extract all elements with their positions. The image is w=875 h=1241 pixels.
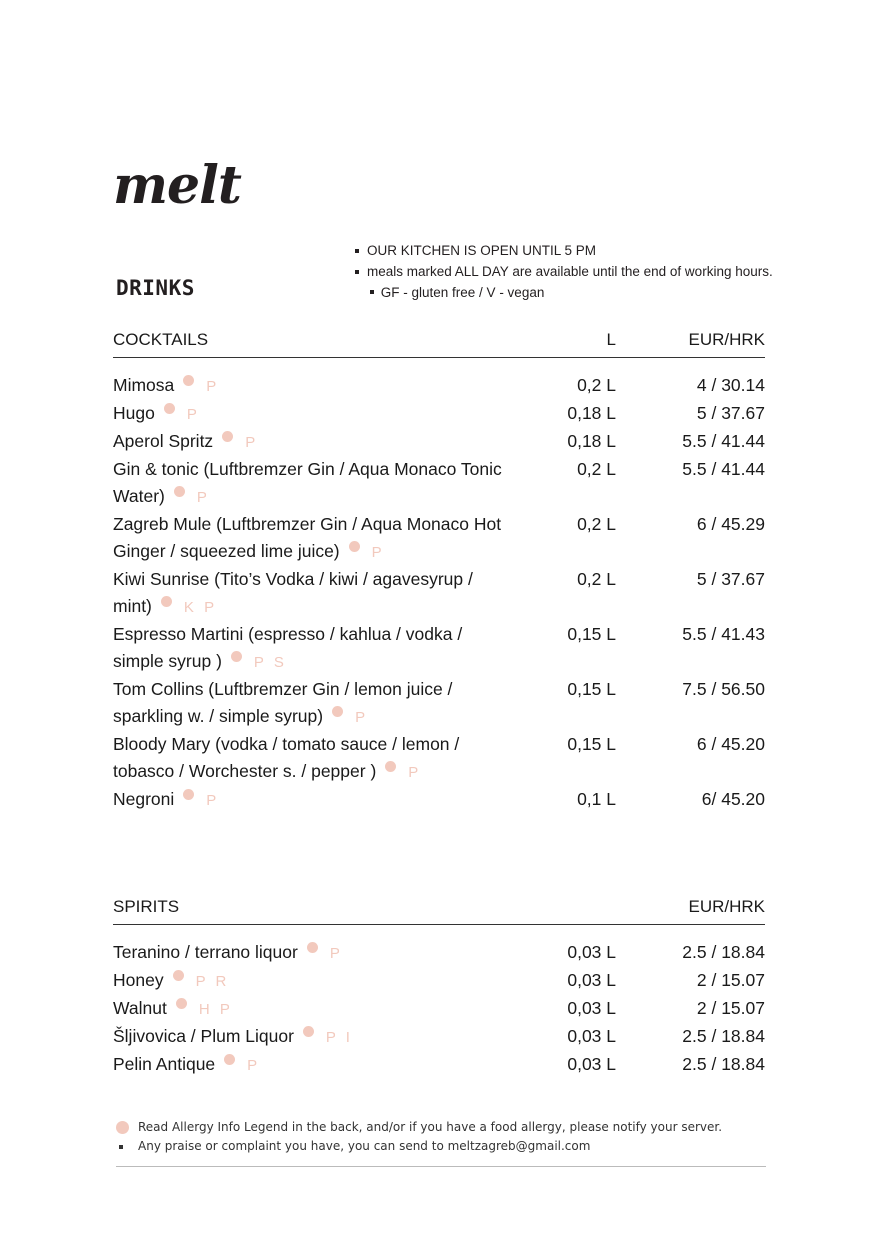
allergen-dot-icon [173, 970, 184, 981]
menu-item-price: 2.5 / 18.84 [682, 942, 765, 962]
menu-item-name-block [113, 995, 513, 1023]
menu-item-name: Teranino / terrano liquor [113, 942, 298, 962]
allergen-dot-icon [385, 761, 396, 772]
menu-item-name: Walnut [113, 998, 167, 1018]
allergen-dot-icon [231, 651, 242, 662]
menu-item-volume: 0,03 L [567, 1026, 616, 1046]
menu-item-name-block [113, 621, 513, 676]
allergen-codes: P [408, 764, 422, 781]
menu-item-name: Aperol Spritz [113, 431, 214, 451]
footer-divider [116, 1166, 766, 1167]
spirits-heading: SPIRITS [113, 897, 180, 916]
spirits-table [113, 897, 765, 1079]
menu-item-name-block [113, 731, 513, 786]
allergen-codes: P S [253, 654, 287, 671]
menu-item-price: 6/ 45.20 [701, 789, 765, 809]
allergen-codes: P I [325, 1029, 353, 1046]
allergen-codes: H P [198, 1001, 233, 1018]
allergen-dot-icon [222, 431, 233, 442]
menu-item-name-block [113, 400, 513, 428]
allergen-codes: P [186, 406, 200, 423]
menu-item-name: Kiwi Sunrise (Tito’s Vodka / kiwi / agavesyrup / mint) [113, 569, 473, 616]
menu-item-price: 2 / 15.07 [696, 998, 765, 1018]
note-kitchen-text: OUR KITCHEN IS OPEN UNTIL 5 PM [367, 243, 597, 258]
menu-item-volume: 0,18 L [567, 403, 616, 423]
menu-item-price: 2.5 / 18.84 [682, 1054, 765, 1074]
menu-item-row [113, 511, 765, 566]
allergen-dot-icon [164, 403, 175, 414]
allergen-codes: P [206, 792, 220, 809]
volume-heading: L [606, 330, 616, 349]
menu-item-name-block [113, 511, 513, 566]
footer-feedback-text: Any praise or complaint you have, you can send to meltzagreb@gmail.com [138, 1139, 591, 1153]
menu-item-volume: 0,2 L [577, 514, 616, 534]
allergen-dot-icon [174, 486, 185, 497]
menu-item-name-block [113, 967, 513, 995]
menu-item-row [113, 786, 765, 814]
menu-item-row [113, 456, 765, 511]
footer-feedback-note [116, 1137, 766, 1156]
menu-item-row [113, 1023, 765, 1051]
menu-item-price: 5 / 37.67 [696, 403, 765, 423]
note-kitchen-hours [355, 240, 775, 261]
menu-item-name-block [113, 676, 513, 731]
allergen-dot-icon [183, 375, 194, 386]
menu-item-name: Tom Collins (Luftbremzer Gin / lemon juice / sparkling w. / simple syrup) [113, 679, 453, 726]
allergen-codes: P [206, 378, 220, 395]
menu-item-name: Šljivovica / Plum Liquor [113, 1026, 294, 1046]
menu-item-name-block [113, 1051, 513, 1079]
menu-item-row [113, 372, 765, 400]
price-heading: EUR/HRK [688, 330, 765, 349]
bullet-square-icon [355, 270, 359, 274]
allergen-dot-icon [183, 789, 194, 800]
allergen-codes: P R [195, 973, 230, 990]
menu-item-name: Mimosa [113, 375, 175, 395]
menu-item-price: 7.5 / 56.50 [682, 679, 765, 699]
note-all-day [355, 261, 775, 303]
menu-item-price: 2 / 15.07 [696, 970, 765, 990]
allergen-codes: P [196, 489, 210, 506]
menu-item-name: Espresso Martini (espresso / kahlua / vodka / simple syrup ) [113, 624, 463, 671]
allergen-dot-icon [161, 596, 172, 607]
menu-item-name: Honey [113, 970, 164, 990]
allergen-dot-icon [332, 706, 343, 717]
menu-item-price: 4 / 30.14 [696, 375, 765, 395]
menu-item-volume: 0,2 L [577, 569, 616, 589]
page-title: DRINKS [116, 276, 195, 300]
allergen-codes: P [355, 709, 369, 726]
menu-item-volume: 0,18 L [567, 431, 616, 451]
allergen-codes: P [247, 1057, 261, 1074]
allergen-codes: K P [183, 599, 218, 616]
menu-item-volume: 0,15 L [567, 624, 616, 644]
cocktails-header [113, 330, 765, 358]
menu-item-row [113, 400, 765, 428]
footer-notes [116, 1118, 766, 1156]
allergen-codes: P [245, 434, 259, 451]
menu-item-volume: 0,03 L [567, 1054, 616, 1074]
menu-item-row [113, 566, 765, 621]
menu-item-price: 6 / 45.29 [696, 514, 765, 534]
note-diet-legend: GF - gluten free / V - vegan [380, 285, 545, 300]
menu-item-name: Gin & tonic (Luftbremzer Gin / Aqua Monaco Tonic Water) [113, 459, 502, 506]
menu-item-volume: 0,03 L [567, 998, 616, 1018]
menu-item-price: 2.5 / 18.84 [682, 1026, 765, 1046]
note-all-day-text: meals marked ALL DAY are available until the end of working hours. [367, 264, 773, 279]
menu-item-name-block [113, 372, 513, 400]
menu-item-name: Negroni [113, 789, 175, 809]
info-notes [355, 240, 775, 303]
allergen-dot-icon [116, 1121, 129, 1134]
brand-logo: melt [113, 155, 241, 216]
menu-item-row [113, 967, 765, 995]
menu-item-volume: 0,15 L [567, 679, 616, 699]
allergen-dot-icon [303, 1026, 314, 1037]
menu-item-row [113, 676, 765, 731]
menu-item-price: 5.5 / 41.44 [682, 431, 765, 451]
menu-item-name-block [113, 939, 513, 967]
menu-item-volume: 0,15 L [567, 734, 616, 754]
allergen-dot-icon [349, 541, 360, 552]
menu-item-price: 6 / 45.20 [696, 734, 765, 754]
allergen-dot-icon [176, 998, 187, 1009]
menu-item-name-block [113, 456, 513, 511]
cocktails-table [113, 330, 765, 814]
menu-item-row [113, 428, 765, 456]
bullet-square-icon [355, 249, 359, 253]
menu-item-row [113, 939, 765, 967]
menu-item-name-block [113, 1023, 513, 1051]
menu-item-name: Zagreb Mule (Luftbremzer Gin / Aqua Monaco Hot Ginger / squeezed lime juice) [113, 514, 502, 561]
menu-item-volume: 0,03 L [567, 942, 616, 962]
menu-item-row [113, 731, 765, 786]
menu-item-name: Hugo [113, 403, 155, 423]
spirits-header [113, 897, 765, 925]
cocktails-heading: COCKTAILS [113, 330, 209, 349]
menu-item-name: Bloody Mary (vodka / tomato sauce / lemon / tobasco / Worchester s. / pepper ) [113, 734, 460, 781]
allergen-codes: P [371, 544, 385, 561]
menu-item-row [113, 1051, 765, 1079]
menu-item-price: 5.5 / 41.44 [682, 459, 765, 479]
allergen-codes: P [329, 945, 343, 962]
menu-item-row [113, 621, 765, 676]
menu-item-name: Pelin Antique [113, 1054, 216, 1074]
menu-item-name-block [113, 566, 513, 621]
menu-item-volume: 0,2 L [577, 459, 616, 479]
cocktails-list [113, 358, 765, 814]
bullet-square-icon [370, 290, 374, 294]
allergen-dot-icon [307, 942, 318, 953]
menu-item-name-block [113, 786, 513, 814]
price-heading: EUR/HRK [688, 897, 765, 916]
footer-allergy-note [116, 1118, 766, 1137]
menu-item-price: 5 / 37.67 [696, 569, 765, 589]
menu-item-volume: 0,2 L [577, 375, 616, 395]
menu-item-row [113, 995, 765, 1023]
menu-item-price: 5.5 / 41.43 [682, 624, 765, 644]
menu-item-volume: 0,03 L [567, 970, 616, 990]
menu-item-name-block [113, 428, 513, 456]
allergen-dot-icon [224, 1054, 235, 1065]
spirits-list [113, 925, 765, 1079]
bullet-square-icon [119, 1145, 123, 1149]
footer-allergy-text: Read Allergy Info Legend in the back, and/or if you have a food allergy, please notify your server. [138, 1120, 723, 1134]
menu-item-volume: 0,1 L [577, 789, 616, 809]
